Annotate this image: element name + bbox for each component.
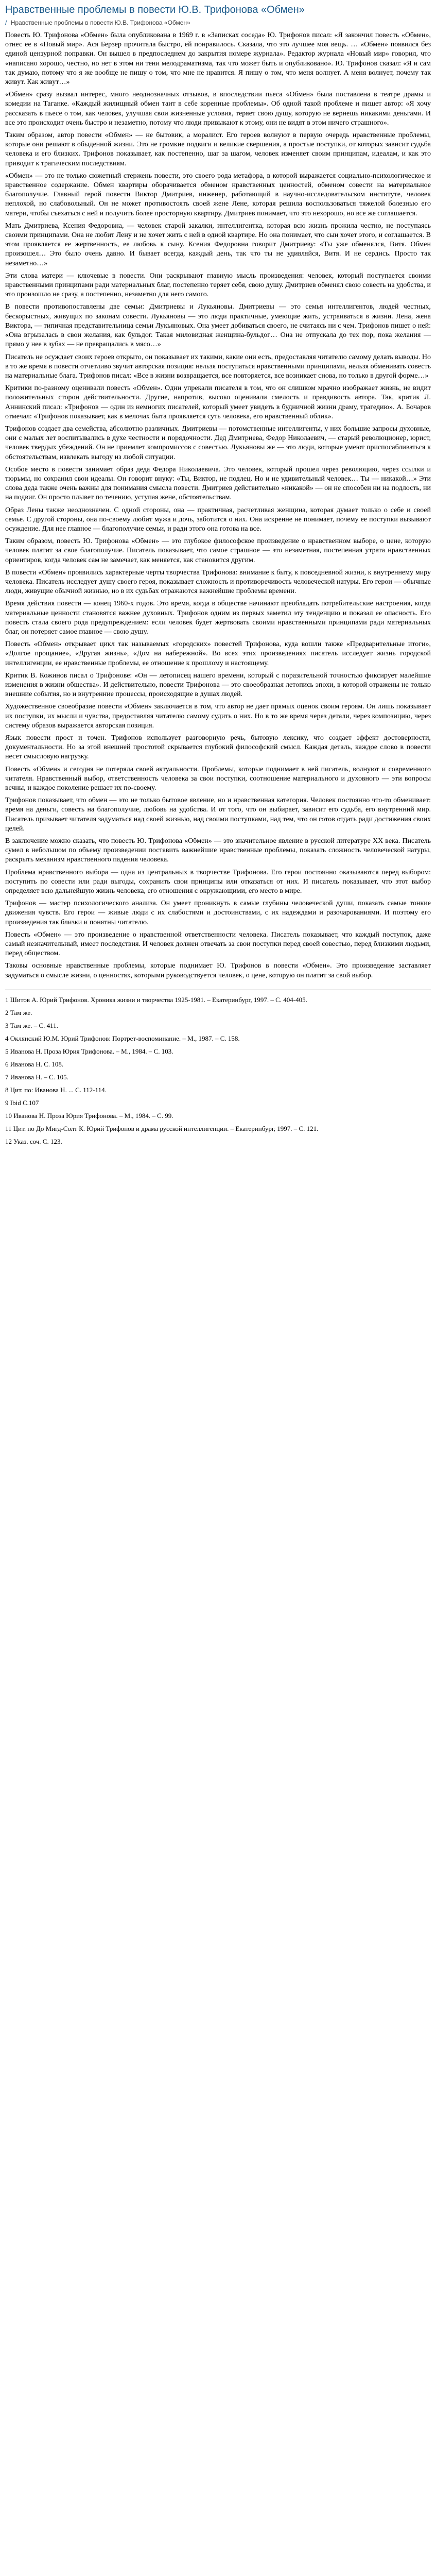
footnote: 9 Ibid C.107: [5, 1098, 39, 1107]
paragraph: Мать Дмитриева, Ксения Федоровна, — человек старой закалки, интеллигентка, которая всю жизнь прожила честно, не поступаясь своими принципами. Она не любит Лену и не хочет жить с ней в одной квартире. Но она понимает, что сын хочет этого, и соглашается. В этом проявляется ее жертвенность, ее любовь к сыну. Ксения Федоровна говорит Дмитриеву: «Ты уже обменялся, Витя. Обмен произошел… Это было очень давно. И бывает всегда, каждый день, так что ты не удивляйся, Витя. И не сердись. Просто так незаметно…»: [5, 222, 431, 267]
footnote: 8 Цит. по: Иванова Н. ... С. 112-114.: [5, 1086, 107, 1094]
paragraph: Трифонов создает два семейства, абсолютно различных. Дмитриевы — потомственные интеллигенты, у них большие запросы духовные, они с малых лет воспитывались в духе честности и порядочности. Дед Дмитриева, Федор Николаевич, — старый революционер, юрист, человек твердых убеждений. Он не приемлет компромиссов с совестью. Лукьяновы же — это люди, которые умеют приспосабливаться к обстоятельствам, извлекать выгоду из любой ситуации.: [5, 425, 431, 461]
footnote: 5 Иванова Н. Проза Юрия Трифонова. – М., 1984. – С. 103.: [5, 1047, 173, 1055]
paragraph: Писатель не осуждает своих героев открыто, он показывает их такими, какие они есть, предоставляя читателю самому делать выводы. Но в то же время в повести отчетливо звучит авторская позиция: нельзя поступаться нравственными принципами, нельзя обменивать совесть на материальные блага. Трифонов писал: «Все в жизни возвращается, все повторяется, все возникает снова, но только в другой форме…»: [5, 353, 431, 380]
paragraph: «Обмен» сразу вызвал интерес, много неоднозначных отзывов, в впоследствии пьеса «Обмен» была поставлена в театре драмы и комедии на Таганке. «Каждый жилищный обмен таит в себе коренные проблемы». Об одной такой проблеме и пишет автор: «Я хочу рассказать в пьесе о том, как человек, улучшая свои жизненные условия, теряет свою душу, которую не вернешь никакими деньгами. И все это происходит очень быстро и незаметно, потому что люди привыкают к этому, они не видят в этом ничего страшного».: [5, 91, 431, 127]
footnote: 10 Иванова Н. Проза Юрия Трифонова. – М., 1984. – С. 99.: [5, 1111, 173, 1120]
breadcrumb-text: Нравственные проблемы в повести Ю.В. Трифонова «Обмен»: [10, 19, 190, 26]
paragraph: Повесть «Обмен» и сегодня не потеряла своей актуальности. Проблемы, которые поднимает в ней писатель, волнуют и современного читателя. Нравственный выбор, ответственность человека за свои поступки, соотношение материального и духовного — эти вопросы вечны, и каждое поколение решает их по-своему.: [5, 765, 431, 792]
footnote: 1 Шитов А. Юрий Трифонов. Хроника жизни и творчества 1925-1981. – Екатеринбург, 1997. – С. 404-405.: [5, 995, 307, 1004]
paragraph: Трифонов показывает, что обмен — это не только бытовое явление, но и нравственная категория. Человек постоянно что-то обменивает: время на деньги, совесть на благополучие, любовь на удобства. И от того, что он выбирает, зависит его судьба, его внутренний мир. Писатель призывает читателя задуматься над своей жизнью, над своими поступками, над тем, что он готов отдать ради достижения своих целей.: [5, 796, 431, 833]
paragraph: Проблема нравственного выбора — одна из центральных в творчестве Трифонова. Его герои постоянно оказываются перед выбором: поступить по совести или ради выгоды, сохранить свои принципы или отказаться от них. И писатель показывает, что этот выбор определяет всю дальнейшую жизнь человека, его отношения с окружающими, его место в мире.: [5, 868, 431, 895]
footnote: 6 Иванова Н. С. 108.: [5, 1060, 64, 1068]
paragraph: Образ Лены также неоднозначен. С одной стороны, она — практичная, расчетливая женщина, которая думает только о себе и своей семье. С другой стороны, она по-своему любит мужа и дочь, заботится о них. Она искренне не понимает, почему ее поступки вызывают осуждение. Для нее главное — благополучие семьи, и ради этого она готова на все.: [5, 506, 431, 533]
article-body: [5, 31, 431, 980]
breadcrumb: [5, 19, 431, 27]
paragraph: Время действия повести — конец 1960-х годов. Это время, когда в обществе начинают преобладать потребительские настроения, когда материальные ценности становятся важнее духовных. Трифонов одним из первых заметил эту тенденцию и показал ее опасность. Его повесть стала своего рода предупреждением: если человек будет жертвовать своими нравственными принципами ради материальных благ, он потеряет самое главное — свою душу.: [5, 600, 431, 636]
paragraph: Эти слова матери — ключевые в повести. Они раскрывают главную мысль произведения: человек, который поступается своими нравственными принципами ради материальных благ, постепенно теряет себя, свою душу. Дмитриев обменял свою совесть на удобства, и это произошло не сразу, а постепенно, незаметно для него самого.: [5, 272, 431, 299]
paragraph: Таковы основные нравственные проблемы, которые поднимает Ю. Трифонов в повести «Обмен». Это произведение заставляет задуматься о смысле жизни, о ценностях, которыми руководствуется человек, о цене, которую он платит за свой выбор.: [5, 962, 431, 979]
paragraph: Повесть Ю. Трифонова «Обмен» была опубликована в 1969 г. в «Записках соседа» Ю. Трифонов писал: «Я закончил повесть «Обмен», отнес ее в «Новый мир». Ася Берзер прочитала быстро, ей понравилось. Сказала, что это лучшее моя вещь. … «Обмен» появился без единой цензурной поправки. Он вышел в предпоследнем до закрытия номере журнала». Редактор журнала «Новый мир» говорил, что «написано хорошо, честно, но нет в этом ни тени мелодраматизма, так что может быть и опубликовано». Ю. Трифонов сказал: «Я и сам так думаю, потому что я же вообще не пишу о том, что мне не нравится. Я пишу о том, что меня волнует. А меня волнует, почему так живут. Как живут…»: [5, 31, 431, 87]
paragraph: Особое место в повести занимает образ деда Федора Николаевича. Это человек, который прошел через революцию, через ссылки и тюрьмы, но сохранил свои идеалы. Он говорит внуку: «Ты, Виктор, не подлец. Но и не удивительный человек… Ты — никакой…» Эти слова деда также очень важны для понимания смысла повести. Дмитриев действительно «никакой» — он не способен ни на подлость, ни на подвиг. Он просто плывет по течению, уступая жене, обстоятельствам.: [5, 465, 431, 502]
footnotes: [5, 990, 431, 1146]
paragraph: Художественное своеобразие повести «Обмен» заключается в том, что автор не дает прямых оценок своим героям. Он лишь показывает их поступки, их мысли и чувства, предоставляя читателю самому судить о них. Но в то же время через детали, через композицию, через систему образов выражается авторская позиция.: [5, 703, 431, 730]
paragraph: Критики по-разному оценивали повесть «Обмен». Одни упрекали писателя в том, что он слишком мрачно изображает жизнь, не видит положительных сторон действительности. Другие, напротив, высоко оценивали смелость и правдивость автора. Так, критик Л. Аннинский писал: «Трифонов — один из немногих писателей, который умеет увидеть в будничной жизни драму, трагедию». А. Бочаров отмечал: «Трифонов показывает, как в мелочах быта проявляется суть человека, его нравственный облик».: [5, 384, 431, 420]
footnote: 3 Там же. – С. 411.: [5, 1021, 58, 1029]
footnote: 7 Иванова Н. – С. 105.: [5, 1073, 68, 1081]
paragraph: Трифонов — мастер психологического анализа. Он умеет проникнуть в самые глубины человеческой души, показать самые тонкие движения чувств. Его герои — живые люди с их слабостями и достоинствами, с их надеждами и разочарованиями. И поэтому его произведения так близки и понятны читателю.: [5, 900, 431, 926]
paragraph: Критик В. Кожинов писал о Трифонове: «Он — летописец нашего времени, который с поразительной точностью фиксирует малейшие изменения в жизни общества». И действительно, повести Трифонова — это своеобразная летопись эпохи, в которой отражены не только внешние события, но и внутренние процессы, происходящие в душах людей.: [5, 671, 431, 699]
paragraph: Таким образом, повесть Ю. Трифонова «Обмен» — это глубокое философское произведение о нравственном выборе, о цене, которую человек платит за свое благополучие. Писатель показывает, что самое страшное — это незаметная, постепенная утрата нравственных ориентиров, когда человек сам не замечает, как меняется, как становится другим.: [5, 537, 431, 564]
paragraph: Повесть «Обмен» — это произведение о нравственной ответственности человека. Писатель показывает, что каждый поступок, даже самый незначительный, имеет последствия. И человек должен отвечать за свои поступки перед своей совестью, перед близкими людьми, перед обществом.: [5, 930, 431, 958]
footnote: 2 Там же.: [5, 1008, 32, 1016]
paragraph: Язык повести прост и точен. Трифонов использует разговорную речь, бытовую лексику, что создает эффект достоверности, документальности. Но за этой внешней простотой скрывается глубокий философский смысл. Каждая деталь, каждое слово в повести несет смысловую нагрузку.: [5, 734, 431, 761]
page-title: Нравственные проблемы в повести Ю.В. Трифонова «Обмен»: [5, 4, 305, 15]
paragraph: В повести противопоставлены две семьи: Дмитриевы и Лукьяновы. Дмитриевы — это семья интеллигентов, людей честных, бескорыстных, живущих по законам совести. Лукьяновы — это люди практичные, умеющие жить, устраиваться в жизни. Лена, жена Виктора, — типичная представительница семьи Лукьяновых. Она умеет добиваться своего, не считаясь ни с чем. Трифонов пишет о ней: «Она вгрызалась в свои желания, как бульдог. Такая миловидная женщина-бульдог… Она не отпускала до тех пор, пока желания — прямо у нее в зубах — не превращались в мясо…»: [5, 303, 431, 349]
footnote: 11 Цит. по До Мигд-Солт К. Юрий Трифонов и драма русской интеллигенции. – Екатеринбург, 1997. – С. 121.: [5, 1124, 319, 1132]
paragraph: «Обмен» — это не только сюжетный стержень повести, это своего рода метафора, в которой выражается социально-психологическое и нравственное содержание. Обмен квартиры оборачивается обменом нравственных ценностей, обменом совести на материальное благополучие. Главный герой повести Виктор Дмитриев, инженер, работающий в научно-исследовательском институте, человек неплохой, но слабовольный. Он не может противостоять своей жене Лене, которая решила воспользоваться тяжелой болезнью его матери, чтобы съехаться с ней и получить более просторную квартиру. Дмитриев понимает, что это нехорошо, но все же соглашается.: [5, 172, 431, 217]
paragraph: Повесть «Обмен» открывает цикл так называемых «городских» повестей Трифонова, куда вошли также «Предварительные итоги», «Долгое прощание», «Другая жизнь», «Дом на набережной». Во всех этих произведениях писатель исследует жизнь городской интеллигенции, ее нравственные проблемы, ее отношение к прошлому и настоящему.: [5, 640, 431, 667]
footnote: 4 Оклянский Ю.М. Юрий Трифонов: Портрет-воспоминание. – М., 1987. – С. 158.: [5, 1034, 240, 1042]
paragraph: В заключение можно сказать, что повесть Ю. Трифонова «Обмен» — это значительное явление в русской литературе XX века. Писатель сумел в небольшом по объему произведении поставить важнейшие нравственные проблемы, показать сложность человеческой натуры, раскрыть механизм нравственного падения человека.: [5, 837, 431, 864]
footnote: 12 Указ. соч. С. 123.: [5, 1137, 62, 1145]
paragraph: Таким образом, автор повести «Обмен» — не бытовик, а моралист. Его героев волнуют в первую очередь нравственные проблемы, которые они решают в обыденной жизни. Это не громкие подвиги и великие свершения, а простые поступки, от которых зависит судьба человека и его близких. Трифонов показывает, как постепенно, шаг за шагом, человек изменяет своим принципам, идеалам, и как это приводит к трагическим последствиям.: [5, 131, 431, 167]
paragraph: В повести «Обмен» проявились характерные черты творчества Трифонова: внимание к быту, к повседневной жизни, к внутреннему миру человека. Писатель исследует душу своего героя, показывает сложность и противоречивость человеческой натуры. Его герои — обычные люди, живущие обычной жизнью, но в их судьбах отражаются важнейшие проблемы времени.: [5, 568, 431, 596]
breadcrumb-prefix: /: [5, 19, 7, 26]
